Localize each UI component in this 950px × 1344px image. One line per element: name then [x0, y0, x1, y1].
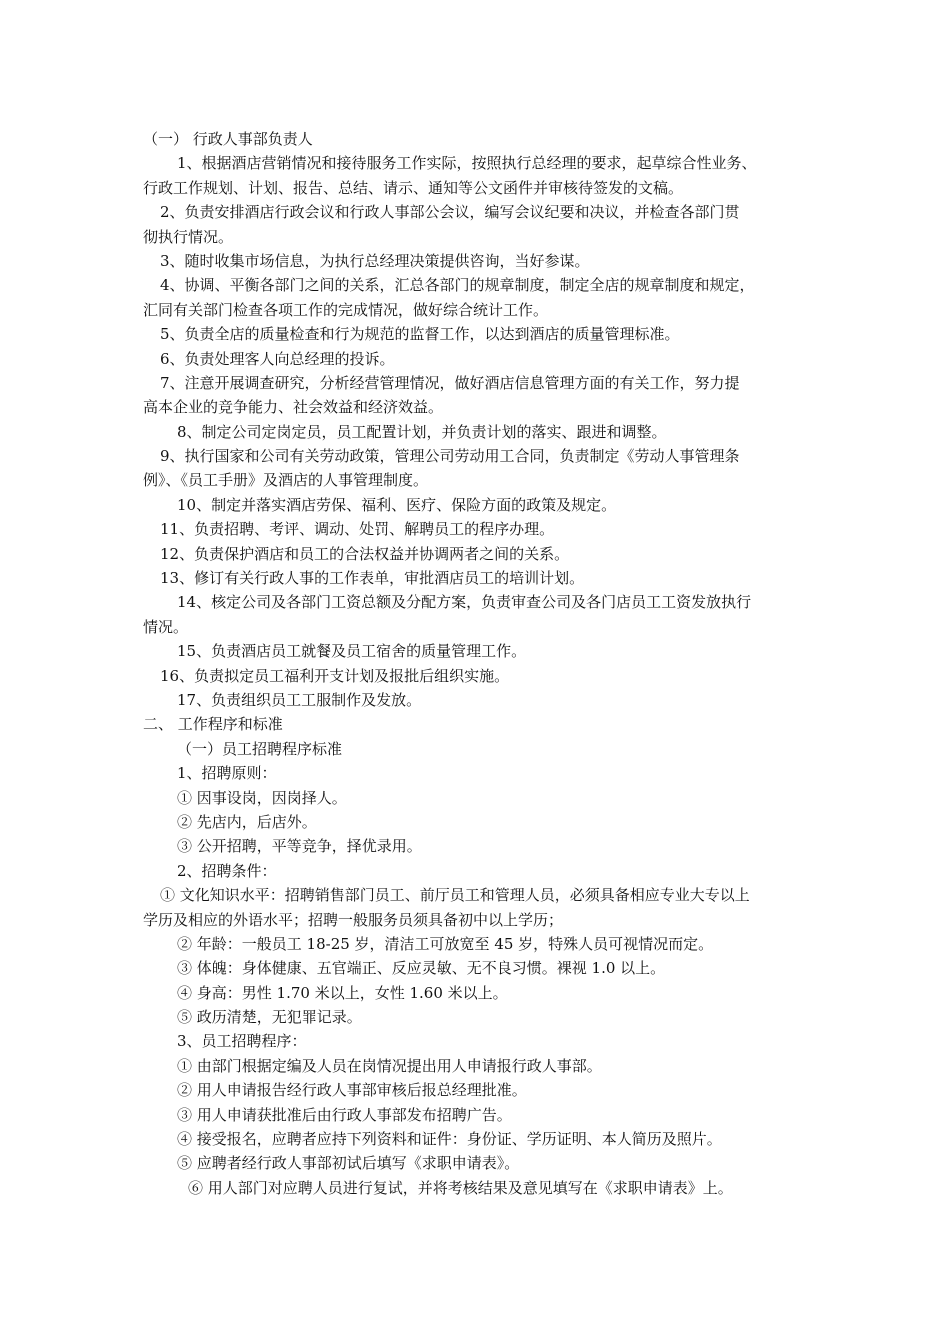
text-line	[143, 566, 850, 590]
text-line	[143, 712, 833, 736]
text-line-content: 16、负责拟定员工福利开支计划及报批后组织实施。	[160, 666, 510, 685]
text-line	[143, 664, 850, 688]
text-line-content: ② 年龄：一般员工 18-25 岁，清洁工可放宽至 45 岁，特殊人员可视情况而定。	[177, 934, 714, 953]
text-line	[143, 298, 833, 322]
text-line-content: ① 因事设岗，因岗择人。	[177, 788, 347, 807]
text-line	[143, 1151, 867, 1175]
text-line	[143, 908, 833, 932]
text-line-content: ② 用人申请报告经行政人事部审核后报总经理批准。	[177, 1081, 527, 1100]
text-line-content: 彻执行情况。	[143, 227, 234, 246]
text-line	[143, 981, 867, 1005]
text-line	[143, 1176, 878, 1200]
text-line-content: 学历及相应的外语水平；招聘一般服务员须具备初中以上学历；	[143, 910, 564, 929]
text-line	[143, 395, 833, 419]
text-line	[143, 542, 850, 566]
text-line	[143, 859, 867, 883]
text-line	[143, 249, 850, 273]
text-line-content: 6、负责处理客人向总经理的投诉。	[160, 349, 395, 368]
text-line-content: ③ 公开招聘，平等竞争，择优录用。	[177, 837, 422, 856]
text-line-content: （一）员工招聘程序标准	[177, 739, 343, 758]
text-line-content: ③ 体魄：身体健康、五官端正、反应灵敏、无不良习惯。裸视 1.0 以上。	[177, 959, 666, 978]
text-line	[143, 883, 850, 907]
text-line	[143, 493, 867, 517]
text-line-content: 2、招聘条件：	[177, 861, 277, 880]
text-line-content: 汇同有关部门检查各项工作的完成情况，做好综合统计工作。	[143, 300, 549, 319]
text-line	[143, 420, 867, 444]
text-line	[143, 1127, 867, 1151]
text-line-content: 4、协调、平衡各部门之间的关系，汇总各部门的规章制度，制定全店的规章制度和规定，	[160, 276, 755, 295]
text-line-content: 二、 工作程序和标准	[143, 715, 283, 734]
text-line-content: 行政工作规划、计划、报告、总结、请示、通知等公文函件并审核待签发的文稿。	[143, 178, 684, 197]
text-line-content: 7、注意开展调查研究，分析经营管理情况，做好酒店信息管理方面的有关工作，努力提	[160, 373, 740, 392]
text-line	[143, 127, 833, 151]
text-line-content: 17、负责组织员工工服制作及发放。	[177, 690, 422, 709]
text-line	[143, 590, 867, 614]
text-line-content: 11、负责招聘、考评、调动、处罚、解聘员工的程序办理。	[160, 520, 555, 539]
text-line	[143, 615, 833, 639]
text-line	[143, 956, 867, 980]
text-line-content: 1、招聘原则：	[177, 764, 277, 783]
text-line	[143, 176, 833, 200]
text-line-content: 12、负责保护酒店和员工的合法权益并协调两者之间的关系。	[160, 544, 570, 563]
text-line-content: 高本企业的竞争能力、社会效益和经济效益。	[143, 398, 444, 417]
text-line-content: 情况。	[143, 617, 189, 636]
text-line	[143, 761, 867, 785]
text-line-content: 10、制定并落实酒店劳保、福利、医疗、保险方面的政策及规定。	[177, 495, 617, 514]
text-line	[143, 444, 850, 468]
text-line-content: ⑤ 应聘者经行政人事部初试后填写《求职申请表》。	[177, 1154, 520, 1173]
text-line-content: 5、负责全店的质量检查和行为规范的监督工作，以达到酒店的质量管理标准。	[160, 325, 680, 344]
text-line-content: ④ 身高：男性 1.70 米以上，女性 1.60 米以上。	[177, 983, 508, 1002]
text-line-content: ⑥ 用人部门对应聘人员进行复试，并将考核结果及意见填写在《求职申请表》上。	[188, 1178, 733, 1197]
text-line	[143, 932, 867, 956]
text-line-content: ③ 用人申请获批准后由行政人事部发布招聘广告。	[177, 1105, 512, 1124]
text-line-content: ② 先店内，后店外。	[177, 812, 317, 831]
text-line-content: 13、修订有关行政人事的工作表单，审批酒店员工的培训计划。	[160, 569, 585, 588]
text-line-content: 例》、《员工手册》及酒店的人事管理制度。	[143, 471, 429, 490]
text-line-content: （一） 行政人事部负责人	[143, 130, 313, 148]
text-line	[143, 517, 850, 541]
text-line	[143, 1029, 867, 1053]
text-line	[143, 322, 850, 346]
text-line	[143, 1054, 867, 1078]
text-line	[143, 151, 867, 175]
text-line-content: 3、员工招聘程序：	[177, 1032, 307, 1051]
text-line	[143, 834, 867, 858]
text-line	[143, 1103, 867, 1127]
text-line	[143, 273, 850, 297]
text-line	[143, 200, 850, 224]
text-line	[143, 688, 867, 712]
text-line-content: 1、根据酒店营销情况和接待服务工作实际，按照执行总经理的要求，起草综合性业务、	[177, 154, 757, 173]
text-line	[143, 468, 833, 492]
text-line	[143, 225, 833, 249]
text-line-content: ① 由部门根据定编及人员在岗情况提出用人申请报行政人事部。	[177, 1056, 602, 1075]
text-line-content: 2、负责安排酒店行政会议和行政人事部公会议，编写会议纪要和决议，并检查各部门贯	[160, 203, 740, 222]
text-line	[143, 1005, 867, 1029]
text-line	[143, 347, 850, 371]
text-line-content: 15、负责酒店员工就餐及员工宿舍的质量管理工作。	[177, 642, 527, 661]
text-line	[143, 639, 867, 663]
text-line-content: ④ 接受报名，应聘者应持下列资料和证件：身份证、学历证明、本人简历及照片。	[177, 1130, 722, 1149]
text-line-content: 3、随时收集市场信息，为执行总经理决策提供咨询，当好参谋。	[160, 251, 590, 270]
text-line	[143, 810, 867, 834]
text-line	[143, 737, 867, 761]
text-line	[143, 1078, 867, 1102]
text-line-content: 8、制定公司定岗定员，员工配置计划，并负责计划的落实、跟进和调整。	[177, 422, 667, 441]
text-line-content: ⑤ 政历清楚，无犯罪记录。	[177, 1008, 362, 1027]
text-line	[143, 786, 867, 810]
text-line-content: 14、核定公司及各部门工资总额及分配方案，负责审查公司及各门店员工工资发放执行	[177, 593, 752, 612]
text-line-content: 9、执行国家和公司有关劳动政策，管理公司劳动用工合同，负责制定《劳动人事管理条	[160, 447, 740, 466]
text-line-content: ① 文化知识水平：招聘销售部门员工、前厅员工和管理人员，必须具备相应专业大专以上	[160, 886, 750, 905]
text-line	[143, 371, 850, 395]
